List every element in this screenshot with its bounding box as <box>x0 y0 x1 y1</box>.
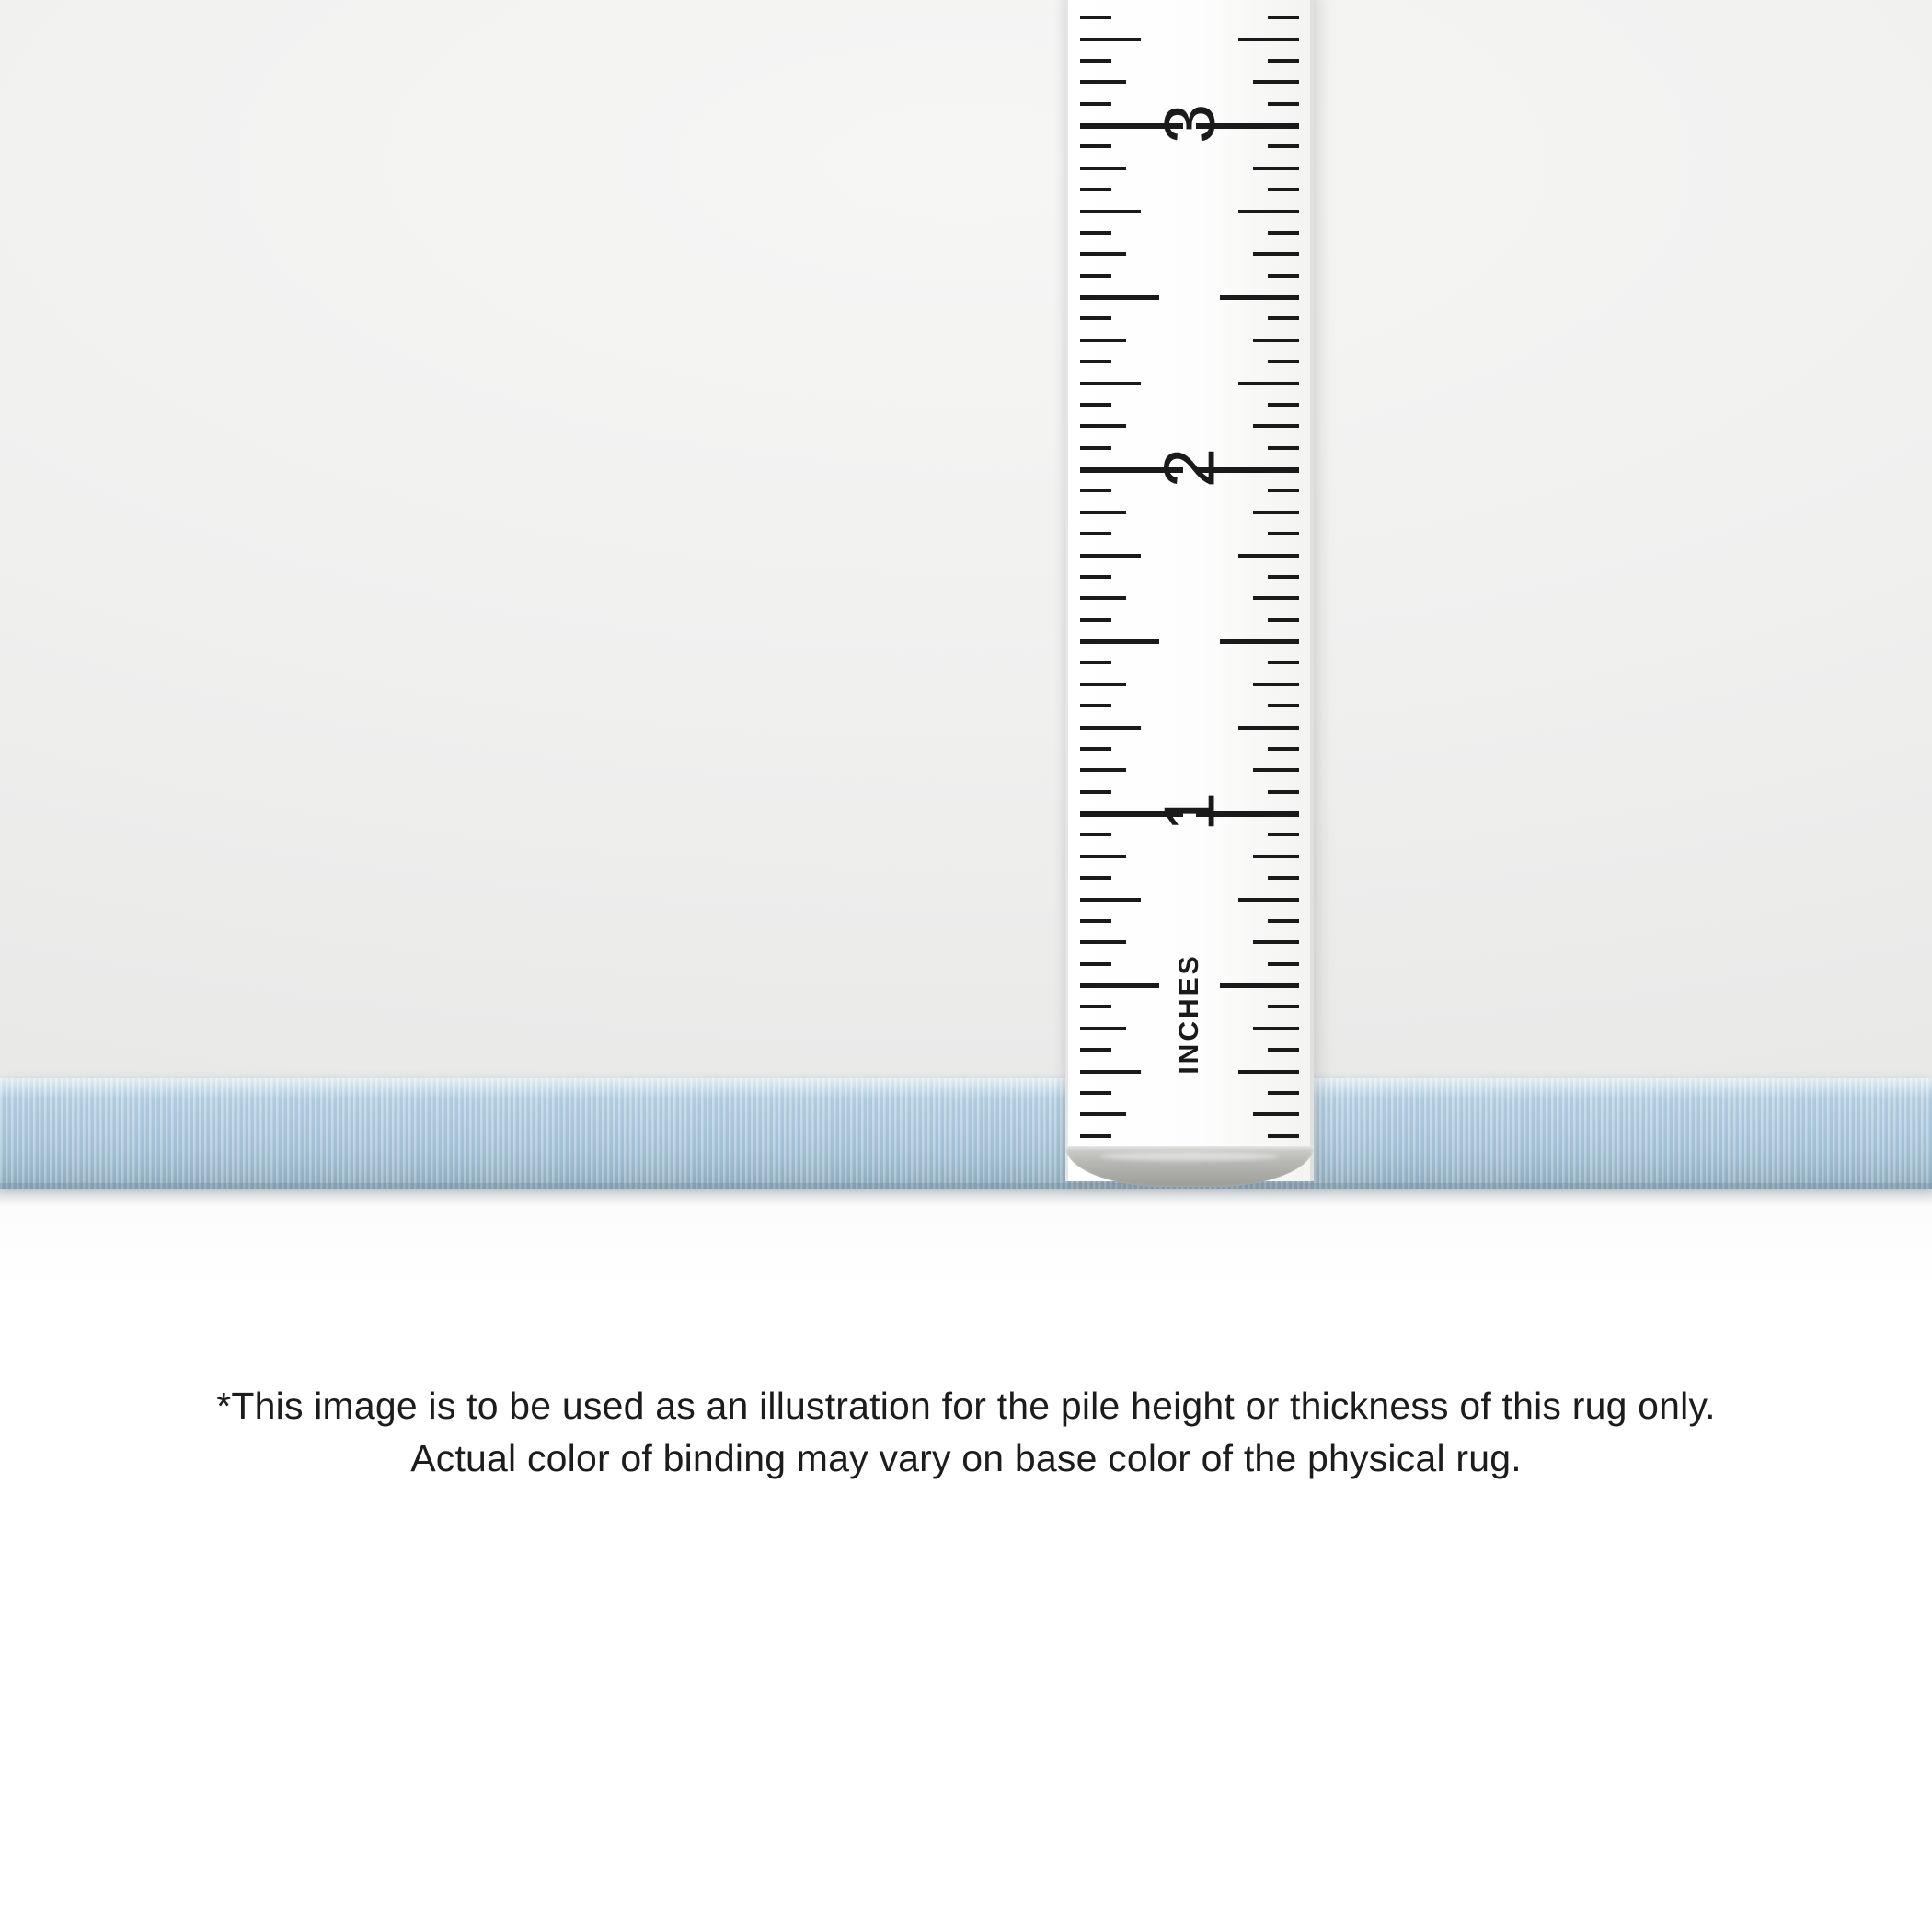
ruler-tick <box>1238 38 1299 41</box>
ruler-tick <box>1080 188 1111 191</box>
ruler-tick <box>1080 339 1126 342</box>
ruler-tick <box>1238 726 1299 730</box>
ruler-tick <box>1268 1048 1299 1052</box>
ruler-tick <box>1268 833 1299 836</box>
ruler-tick <box>1080 252 1126 256</box>
ruler-tick <box>1268 144 1299 148</box>
ruler-inch-label: 2 <box>1148 446 1230 489</box>
ruler-tick <box>1080 704 1111 707</box>
ruler-tick <box>1080 1027 1126 1030</box>
caption-block <box>0 1380 1932 1484</box>
ruler-tick <box>1080 38 1141 41</box>
ruler-tick <box>1080 59 1111 63</box>
ruler-tick <box>1080 833 1111 836</box>
ruler-tick <box>1238 382 1299 385</box>
ruler-tick <box>1080 316 1111 320</box>
ruler-tick <box>1080 1048 1111 1052</box>
ruler-tick <box>1238 898 1299 902</box>
ruler-tick <box>1080 898 1141 902</box>
ruler-tick <box>1268 489 1299 492</box>
ruler-tick <box>1080 940 1126 944</box>
ruler-tick <box>1080 360 1111 363</box>
ruler-tick <box>1268 403 1299 407</box>
ruler-tick <box>1080 1070 1141 1074</box>
ruler-tick <box>1268 919 1299 923</box>
ruler-tick <box>1080 1134 1111 1138</box>
caption-line-1: *This image is to be used as an illustration for the pile height or thickness of this rug only. <box>216 1385 1716 1427</box>
ruler-tick <box>1080 274 1111 278</box>
ruler-tick <box>1253 424 1299 428</box>
ruler-tick <box>1268 704 1299 707</box>
ruler-tick <box>1080 876 1111 880</box>
ruler-tick <box>1220 295 1299 300</box>
ruler-tick <box>1253 855 1299 858</box>
ruler-tick <box>1080 511 1126 514</box>
ruler-tick <box>1268 618 1299 622</box>
ruler-tick <box>1080 618 1111 622</box>
ruler-right-edge <box>1310 0 1314 1181</box>
ruler-tick <box>1253 167 1299 170</box>
ruler-tick <box>1080 983 1159 988</box>
ruler-tick <box>1080 683 1126 686</box>
ruler-tick <box>1268 1091 1299 1095</box>
ruler-tick <box>1080 489 1111 492</box>
ruler-tick <box>1080 639 1159 644</box>
ruler-inch-label: 3 <box>1148 102 1230 144</box>
ruler-tick <box>1080 1091 1111 1095</box>
ruler-tick <box>1268 102 1299 106</box>
ruler-tick <box>1268 876 1299 880</box>
ruler-tick <box>1253 596 1299 600</box>
ruler-tick <box>1253 339 1299 342</box>
ruler-tick <box>1238 210 1299 213</box>
ruler-tick <box>1080 919 1111 923</box>
ruler-tick <box>1238 1070 1299 1074</box>
ruler-tick <box>1253 511 1299 514</box>
ruler-tick <box>1080 102 1111 106</box>
ruler-tick <box>1268 446 1299 450</box>
ruler-tick <box>1268 188 1299 191</box>
ruler-tick <box>1253 252 1299 256</box>
ruler-inch-label: 1 <box>1148 790 1230 833</box>
ruler-tick <box>1080 962 1111 966</box>
ruler-tick <box>1220 983 1299 988</box>
ruler-tick <box>1080 790 1111 794</box>
ruler-tick <box>1080 747 1111 751</box>
ruler-tick <box>1080 1005 1111 1008</box>
rug-binding-edge <box>0 1078 1932 1189</box>
ruler-left-edge <box>1065 0 1068 1181</box>
ruler-tick <box>1080 446 1111 450</box>
ruler-tick <box>1080 424 1126 428</box>
ruler-tick <box>1080 661 1111 664</box>
ruler-tick <box>1268 1005 1299 1008</box>
ruler-tick <box>1268 59 1299 63</box>
ruler-tick <box>1268 575 1299 579</box>
ruler-tick <box>1253 80 1299 84</box>
ruler-tick <box>1253 940 1299 944</box>
ruler-tick <box>1268 661 1299 664</box>
ruler-tick <box>1080 231 1111 235</box>
ruler-tick <box>1080 532 1111 535</box>
ruler-tick <box>1080 295 1159 300</box>
ruler-tick <box>1080 210 1141 213</box>
ruler <box>1065 0 1314 1181</box>
ruler-tick <box>1080 726 1141 730</box>
ruler-tick <box>1268 274 1299 278</box>
ruler-tick <box>1080 167 1126 170</box>
ruler-tick <box>1080 382 1141 385</box>
ruler-tick <box>1253 1112 1299 1116</box>
ruler-tick <box>1080 768 1126 772</box>
ruler-tick <box>1253 1027 1299 1030</box>
caption-line-2: Actual color of binding may vary on base color of the physical rug. <box>410 1436 1522 1479</box>
ruler-tick <box>1080 596 1126 600</box>
ruler-tick <box>1253 768 1299 772</box>
ruler-tick <box>1268 16 1299 19</box>
ruler-tick <box>1268 316 1299 320</box>
ruler-tick <box>1080 403 1111 407</box>
ruler-tick <box>1080 80 1126 84</box>
ruler-tick <box>1220 639 1299 644</box>
ruler-tick <box>1268 231 1299 235</box>
ruler-tick <box>1253 683 1299 686</box>
ruler-tick <box>1080 554 1141 558</box>
ruler-tick <box>1268 360 1299 363</box>
ruler-tick <box>1268 962 1299 966</box>
ruler-tick <box>1268 532 1299 535</box>
ruler-tick <box>1080 144 1111 148</box>
ruler-tick <box>1080 855 1126 858</box>
ruler-tick <box>1268 1134 1299 1138</box>
ruler-tick <box>1080 16 1111 19</box>
ruler-tick <box>1080 1112 1126 1116</box>
ruler-tick <box>1268 747 1299 751</box>
binding-contact-shadow <box>0 1183 1932 1207</box>
ruler-tick <box>1080 575 1111 579</box>
ruler-tick <box>1238 554 1299 558</box>
ruler-unit-label: INCHES <box>1174 953 1204 1075</box>
ruler-tick <box>1268 790 1299 794</box>
